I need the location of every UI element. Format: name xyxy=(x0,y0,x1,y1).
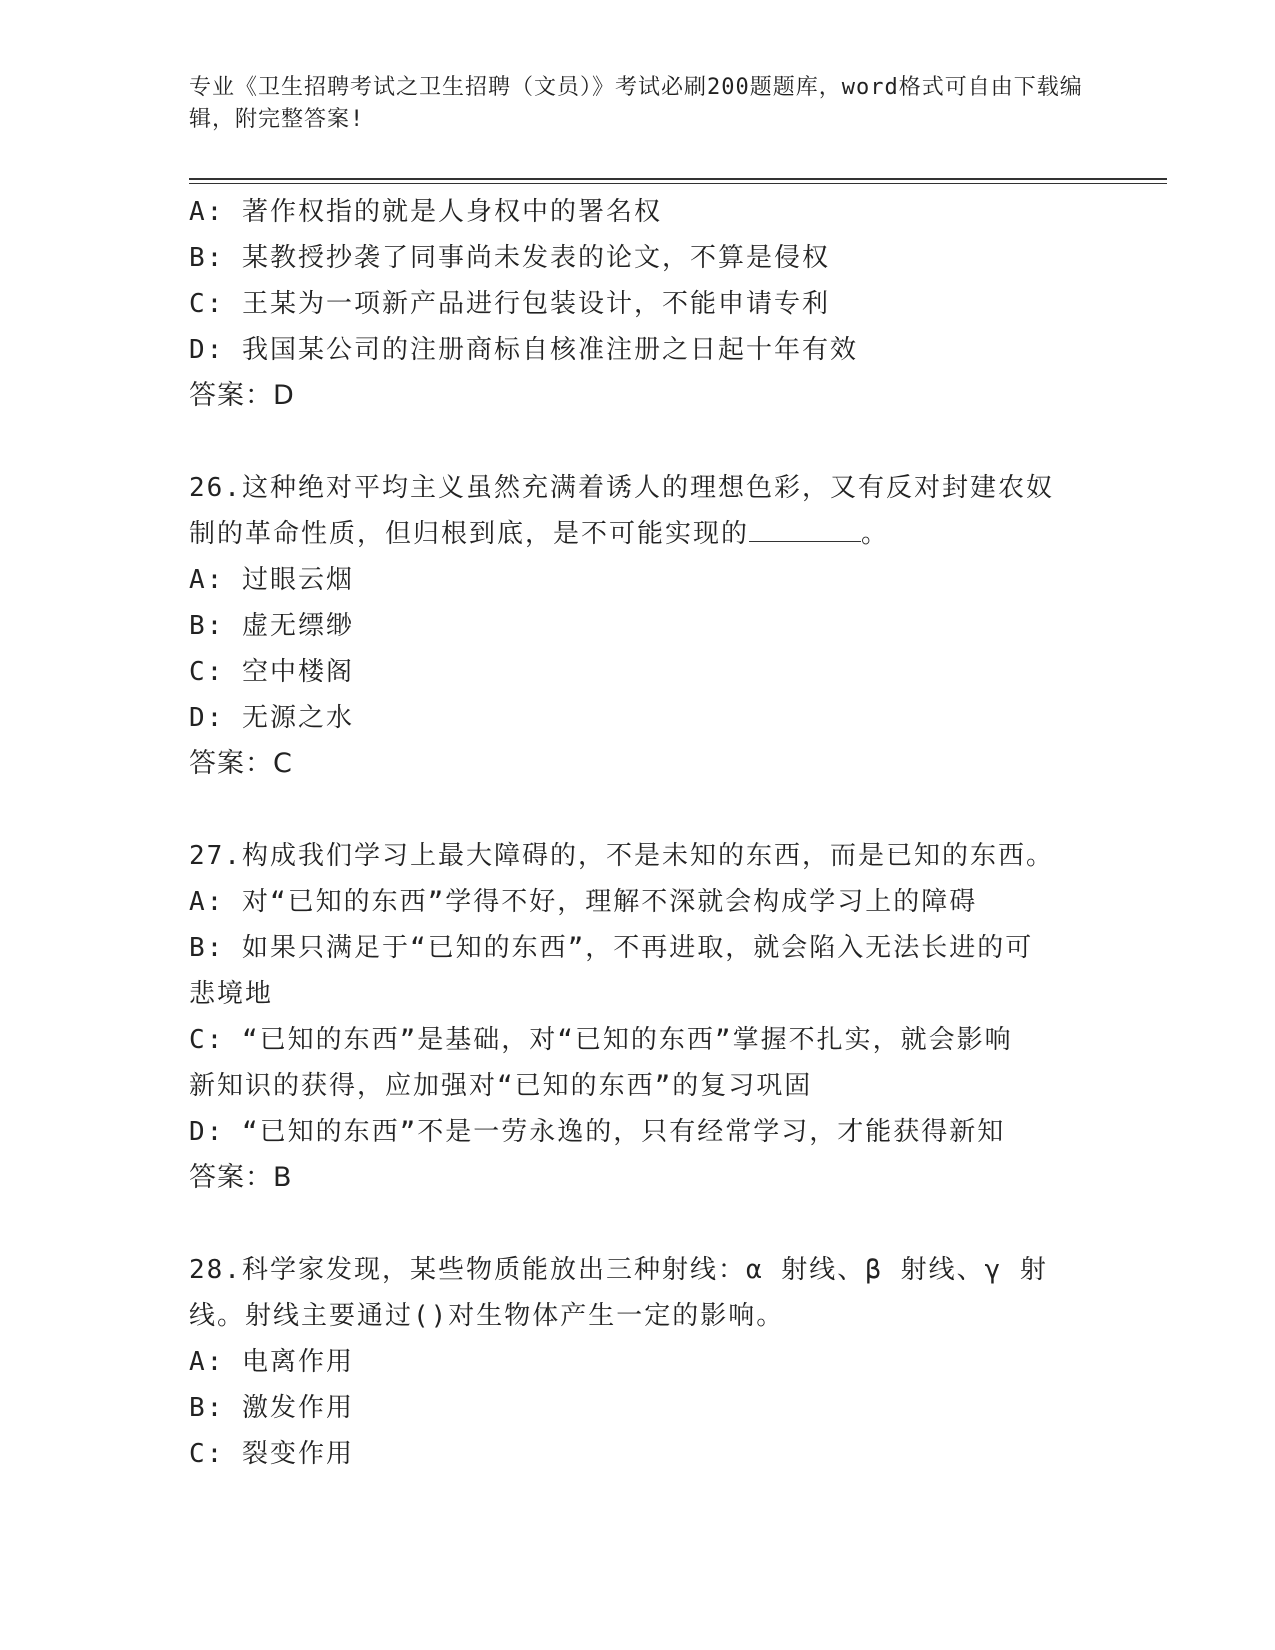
header-rule-thin xyxy=(189,183,1167,184)
option-b: B: 某教授抄袭了同事尚未发表的论文，不算是侵权 xyxy=(189,243,830,273)
stem-end-punct: 。 xyxy=(861,519,890,549)
option-d: D: 无源之水 xyxy=(189,703,354,733)
option-c-continued: 新知识的获得，应加强对“已知的东西”的复习巩固 xyxy=(189,1071,813,1101)
option-a: A: 过眼云烟 xyxy=(189,565,354,595)
question-28 xyxy=(189,1247,1089,1477)
question-stem: 27.构成我们学习上最大障碍的，不是未知的东西，而是已知的东西。 xyxy=(189,841,1054,871)
spacer xyxy=(189,787,1089,833)
option-c: C: “已知的东西”是基础，对“已知的东西”掌握不扎实，就会影响 xyxy=(189,1025,1013,1055)
question-stem-continued xyxy=(189,511,1089,557)
option-a: A: 对“已知的东西”学得不好，理解不深就会构成学习上的障碍 xyxy=(189,887,978,917)
fill-blank xyxy=(749,513,861,542)
header-rule-thick xyxy=(189,178,1167,180)
option-a: A: 电离作用 xyxy=(189,1347,354,1377)
question-content xyxy=(189,189,1089,1477)
stem-text: 制的革命性质，但归根到底，是不可能实现的 xyxy=(189,519,750,549)
option-c: C: 王某为一项新产品进行包装设计，不能申请专利 xyxy=(189,289,830,319)
spacer xyxy=(189,1201,1089,1247)
option-d: D: “已知的东西”不是一劳永逸的，只有经常学习，才能获得新知 xyxy=(189,1117,1006,1147)
answer: 答案：C xyxy=(189,748,293,779)
option-a: A: 著作权指的就是人身权中的署名权 xyxy=(189,197,662,227)
question-25 xyxy=(189,189,1089,419)
answer: 答案：D xyxy=(189,380,295,411)
option-c: C: 空中楼阁 xyxy=(189,657,354,687)
option-b: B: 虚无缥缈 xyxy=(189,611,354,641)
question-26 xyxy=(189,465,1089,787)
question-stem: 28.科学家发现，某些物质能放出三种射线：α 射线、β 射线、γ 射 xyxy=(189,1255,1048,1285)
document-header: 专业《卫生招聘考试之卫生招聘（文员）》考试必刷200题题库，word格式可自由下载编辑，附完整答案! xyxy=(189,75,1083,132)
option-b: B: 激发作用 xyxy=(189,1393,354,1423)
option-c: C: 裂变作用 xyxy=(189,1439,354,1469)
option-d: D: 我国某公司的注册商标自核准注册之日起十年有效 xyxy=(189,335,858,365)
question-stem-continued: 线。射线主要通过()对生物体产生一定的影响。 xyxy=(189,1301,785,1331)
option-b-continued: 悲境地 xyxy=(189,979,274,1009)
question-27 xyxy=(189,833,1089,1201)
answer: 答案：B xyxy=(189,1162,293,1193)
option-b: B: 如果只满足于“已知的东西”，不再进取，就会陷入无法长进的可 xyxy=(189,933,1034,963)
spacer xyxy=(189,419,1089,465)
question-stem: 26.这种绝对平均主义虽然充满着诱人的理想色彩，又有反对封建农奴 xyxy=(189,473,1054,503)
